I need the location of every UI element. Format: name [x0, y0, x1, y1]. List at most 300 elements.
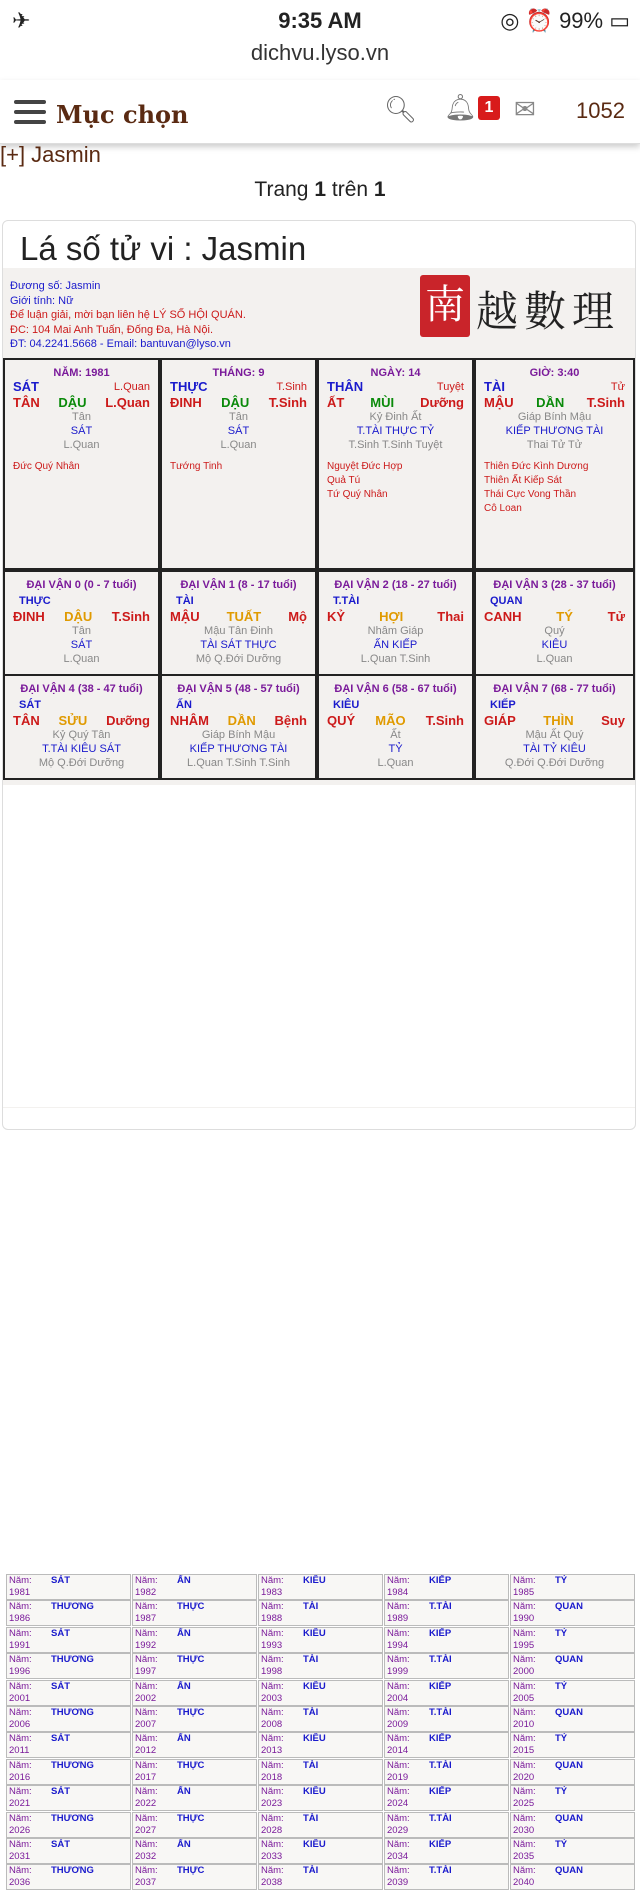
- year-cell[interactable]: [384, 1653, 509, 1679]
- year-label: Năm: 2010: [513, 1707, 536, 1730]
- year-line1: [7, 1733, 130, 1757]
- year-line1: [133, 1681, 256, 1705]
- daivan-stage: Thai: [437, 609, 464, 624]
- pillar-branch: MÙI: [370, 395, 395, 410]
- year-label: Năm: 2005: [513, 1680, 536, 1704]
- daivan-stem: NHÂM: [170, 713, 209, 728]
- year-label: Năm: 2019: [387, 1759, 410, 1783]
- daivan-stage: Tử: [607, 609, 625, 624]
- pillar-god: THÂN: [327, 379, 364, 394]
- daivan-hidden: Kỷ Quý Tân: [52, 729, 111, 741]
- year-god: THỰC: [177, 1812, 205, 1824]
- pillar-branch: DẬU: [221, 395, 250, 410]
- year-god: KIÊU: [303, 1680, 326, 1692]
- year-cell[interactable]: [132, 1653, 257, 1679]
- year-label: Năm: 2004: [387, 1680, 410, 1704]
- year-god: KIÊU: [303, 1786, 326, 1798]
- year-cell[interactable]: [132, 1759, 257, 1785]
- pillar-state: Tử: [610, 381, 625, 393]
- daivan-stem: GIÁP: [484, 713, 516, 728]
- year-line1: [511, 1575, 634, 1599]
- year-label: Năm: 2028: [261, 1812, 284, 1836]
- pillar-state: L.Quan: [113, 381, 150, 393]
- notification-badge[interactable]: 1: [478, 96, 500, 120]
- daivan-hidden: Nhâm Giáp: [367, 625, 424, 637]
- daivan-cell[interactable]: [317, 570, 474, 676]
- year-label: Năm: 1999: [387, 1654, 410, 1678]
- year-god: KIẾP: [429, 1839, 452, 1850]
- year-cell[interactable]: [132, 1812, 257, 1838]
- pillar-cell: [160, 358, 317, 570]
- year-line1: [7, 1601, 130, 1625]
- daivan-hidden: SÁT: [70, 639, 93, 651]
- pillar-note: Thái Cực Vong Thần: [484, 489, 577, 500]
- year-cell[interactable]: [6, 1574, 131, 1600]
- year-cell[interactable]: [510, 1785, 635, 1811]
- year-god: QUAN: [555, 1654, 583, 1666]
- year-god: KIÊU: [303, 1575, 326, 1586]
- year-line1: [7, 1628, 130, 1652]
- year-label: Năm: 1992: [135, 1627, 158, 1651]
- year-god: TÀI: [303, 1654, 319, 1666]
- daivan-main: [476, 610, 633, 624]
- year-cell[interactable]: [258, 1838, 383, 1864]
- daivan-header: ĐẠI VẬN 2 (18 - 27 tuổi): [334, 579, 457, 591]
- page-title: Lá số tử vi : Jasmin: [20, 230, 307, 267]
- pillar-header: NGÀY: 14: [370, 367, 421, 379]
- year-cell[interactable]: [6, 1732, 131, 1758]
- year-line1: [511, 1839, 634, 1863]
- year-cell[interactable]: [384, 1838, 509, 1864]
- daivan-stage: Mộ: [288, 609, 307, 624]
- year-line1: [259, 1760, 382, 1784]
- year-label: Năm: 1994: [387, 1627, 410, 1651]
- daivan-god: T.TÀI: [333, 595, 360, 607]
- year-god: T.TÀI: [429, 1812, 452, 1824]
- seal-stamp: 南: [420, 275, 470, 337]
- year-cell[interactable]: [510, 1838, 635, 1864]
- year-god: THƯƠNG: [51, 1865, 94, 1877]
- seal-text: 越數理: [476, 287, 621, 336]
- year-cell[interactable]: [258, 1759, 383, 1785]
- daivan-branch: TÝ: [556, 609, 573, 624]
- mail-icon[interactable]: ✉: [514, 94, 536, 124]
- status-bar: [0, 0, 640, 40]
- bell-icon[interactable]: 🔔︎: [444, 92, 478, 122]
- year-god: KIÊU: [303, 1627, 326, 1639]
- year-cell[interactable]: [384, 1600, 509, 1626]
- year-cell[interactable]: [384, 1732, 509, 1758]
- pillar-note: Đức Quý Nhân: [13, 461, 80, 472]
- year-line1: [259, 1813, 382, 1837]
- year-label: Năm: 1981: [9, 1575, 32, 1598]
- year-line1: [7, 1813, 130, 1837]
- year-cell[interactable]: [6, 1627, 131, 1653]
- daivan-stage: Suy: [601, 713, 625, 728]
- year-cell[interactable]: [258, 1732, 383, 1758]
- daivan-branch: SỬU: [58, 713, 88, 728]
- daivan-main: [476, 714, 633, 728]
- year-god: ẤN: [177, 1733, 191, 1745]
- year-god: THỰC: [177, 1759, 205, 1771]
- year-god: THƯƠNG: [51, 1654, 94, 1666]
- year-cell[interactable]: [6, 1680, 131, 1706]
- pillar-hidden: Giáp Bính Mậu: [517, 411, 592, 423]
- daivan-hidden: L.Quan: [536, 653, 573, 665]
- year-line1: [385, 1681, 508, 1705]
- year-label: Năm: 1983: [261, 1575, 284, 1598]
- year-line1: [7, 1681, 130, 1705]
- pillar-header: THÁNG: 9: [212, 367, 265, 379]
- year-god: KIẾP: [429, 1733, 452, 1745]
- year-line1: [7, 1575, 130, 1599]
- year-god: THƯƠNG: [51, 1759, 94, 1771]
- daivan-branch: DẦN: [227, 713, 256, 728]
- year-cell[interactable]: [132, 1838, 257, 1864]
- year-label: Năm: 1995: [513, 1627, 536, 1651]
- year-cell[interactable]: [6, 1706, 131, 1732]
- year-god: SÁT: [51, 1786, 70, 1798]
- daivan-stem: MẬU: [170, 609, 200, 624]
- year-label: Năm: 2039: [387, 1865, 410, 1889]
- year-cell[interactable]: [510, 1706, 635, 1732]
- daivan-cell[interactable]: [317, 674, 474, 780]
- pillar-stem: TÂN: [13, 395, 40, 410]
- year-god: TỶ: [555, 1680, 568, 1692]
- daivan-header: ĐẠI VẬN 0 (0 - 7 tuổi): [26, 579, 137, 591]
- year-label: Năm: 2030: [513, 1812, 536, 1836]
- year-cell[interactable]: [510, 1732, 635, 1758]
- year-cell[interactable]: [384, 1812, 509, 1838]
- pillar-stem: ẤT: [327, 395, 345, 410]
- year-label: Năm: 1996: [9, 1654, 32, 1678]
- year-label: Năm: 2009: [387, 1707, 410, 1730]
- year-label: Năm: 2031: [9, 1839, 32, 1862]
- year-label: Năm: 2029: [387, 1812, 410, 1836]
- daivan-stage: T.Sinh: [111, 609, 150, 624]
- daivan-hidden: TÀI TỶ KIÊU: [523, 743, 586, 755]
- daivan-god: KIẾP: [490, 699, 516, 711]
- year-line1: [385, 1813, 508, 1837]
- year-line1: [259, 1707, 382, 1731]
- year-god: SÁT: [51, 1627, 70, 1639]
- year-label: Năm: 2024: [387, 1786, 410, 1810]
- year-god: TÀI: [303, 1601, 319, 1613]
- year-cell[interactable]: [6, 1785, 131, 1811]
- daivan-god: TÀI: [176, 595, 194, 607]
- year-cell[interactable]: [258, 1864, 383, 1890]
- pillar-hidden: Thai Tử Tử: [526, 439, 583, 451]
- pillar-god: THỰC: [170, 379, 208, 394]
- year-label: Năm: 1988: [261, 1601, 284, 1625]
- year-cell[interactable]: [384, 1627, 509, 1653]
- year-cell[interactable]: [510, 1812, 635, 1838]
- year-line1: [385, 1707, 508, 1731]
- year-god: THỰC: [177, 1654, 205, 1666]
- year-god: KIẾP: [429, 1786, 452, 1798]
- year-cell[interactable]: [510, 1653, 635, 1679]
- year-god: TÀI: [303, 1759, 319, 1771]
- year-label: Năm: 2022: [135, 1786, 158, 1810]
- message-count[interactable]: 1052: [576, 98, 625, 123]
- year-cell[interactable]: [384, 1785, 509, 1811]
- year-label: Năm: 2002: [135, 1680, 158, 1704]
- pillar-stem: ĐINH: [170, 395, 202, 410]
- daivan-hidden: KIÊU: [541, 639, 568, 651]
- year-cell[interactable]: [384, 1574, 509, 1600]
- year-cell[interactable]: [132, 1785, 257, 1811]
- pillar-note: Tứ Quý Nhân: [327, 489, 388, 500]
- daivan-main: [319, 610, 472, 624]
- daivan-stage: Dưỡng: [106, 713, 150, 728]
- logo-seal: [420, 275, 620, 335]
- year-line1: [7, 1865, 130, 1889]
- year-label: Năm: 1985: [513, 1575, 536, 1598]
- year-label: Năm: 2012: [135, 1733, 158, 1757]
- owner-info: Đương số: Jasmin Giới tính: Nữ Để luận giải, mời bạn liên hệ LÝ SỐ HỘI QUÁN. ĐC: 104 Mai Anh Tuấn, Đống Đa, Hà Nội. ĐT: 04.2241.5668 - Email: bantuvan@lyso.vn: [10, 280, 246, 350]
- pillar-notes: [476, 452, 633, 516]
- pillar-stage: L.Quan: [105, 395, 150, 410]
- year-line1: [259, 1654, 382, 1678]
- year-cell[interactable]: [384, 1759, 509, 1785]
- pillar-top: [5, 380, 158, 394]
- daivan-god: QUAN: [490, 595, 523, 607]
- year-line1: [385, 1733, 508, 1757]
- daivan-main: [162, 714, 315, 728]
- year-label: Năm: 2027: [135, 1812, 158, 1836]
- year-god: SÁT: [51, 1680, 70, 1692]
- daivan-hidden: L.Quan: [63, 653, 100, 665]
- daivan-main: [162, 610, 315, 624]
- year-line1: [7, 1839, 130, 1863]
- daivan-cell[interactable]: [160, 674, 317, 780]
- year-god: QUAN: [555, 1601, 583, 1613]
- pillar-stage: T.Sinh: [586, 395, 625, 410]
- year-line1: [259, 1628, 382, 1652]
- year-cell[interactable]: [132, 1627, 257, 1653]
- daivan-hidden: Mậu Tân Đinh: [204, 625, 273, 637]
- pillar-note: Thiên Đức Kình Dương: [484, 461, 589, 472]
- pillar-main: [5, 396, 158, 410]
- year-label: Năm: 2000: [513, 1654, 536, 1678]
- daivan-branch: TUẤT: [226, 609, 262, 624]
- year-god: SÁT: [51, 1839, 70, 1850]
- year-cell[interactable]: [6, 1812, 131, 1838]
- menu-label[interactable]: Mục chọn: [56, 100, 189, 129]
- daivan-cell[interactable]: [3, 570, 160, 676]
- year-god: QUAN: [555, 1865, 583, 1877]
- search-icon[interactable]: 🔍︎: [384, 94, 418, 124]
- year-line1: [385, 1628, 508, 1652]
- daivan-hidden: ẤN KIẾP: [373, 639, 418, 651]
- year-label: Năm: 1998: [261, 1654, 284, 1678]
- year-line1: [511, 1813, 634, 1837]
- year-cell[interactable]: [132, 1864, 257, 1890]
- pillar-cell: [474, 358, 635, 570]
- pillar-main: [476, 396, 633, 410]
- year-label: Năm: 2020: [513, 1759, 536, 1783]
- year-line1: [385, 1839, 508, 1863]
- year-line1: [511, 1865, 634, 1889]
- pillar-hidden: T.Sinh T.Sinh Tuyệt: [348, 439, 443, 451]
- year-label: Năm: 1990: [513, 1601, 536, 1625]
- expand-link[interactable]: [+] Jasmin: [0, 142, 101, 167]
- pillar-note: Nguyệt Đức Hợp: [327, 461, 403, 472]
- year-god: TỶ: [555, 1786, 568, 1798]
- year-label: Năm: 2032: [135, 1839, 158, 1862]
- year-cell[interactable]: [6, 1864, 131, 1890]
- year-label: Năm: 1991: [9, 1627, 32, 1651]
- year-god: THỰC: [177, 1601, 205, 1613]
- year-line1: [259, 1681, 382, 1705]
- year-label: Năm: 2015: [513, 1733, 536, 1757]
- year-label: Năm: 1989: [387, 1601, 410, 1625]
- year-cell[interactable]: [132, 1706, 257, 1732]
- daivan-stem: TÂN: [13, 713, 40, 728]
- daivan-hidden: Quý: [544, 625, 565, 637]
- year-label: Năm: 2011: [9, 1733, 32, 1757]
- pillar-top: [162, 380, 315, 394]
- pillar-state: Tuyệt: [436, 381, 464, 393]
- year-cell[interactable]: [510, 1759, 635, 1785]
- year-cell[interactable]: [510, 1600, 635, 1626]
- year-cell[interactable]: [132, 1732, 257, 1758]
- daivan-hidden: Mậu Ất Quý: [525, 729, 584, 741]
- pillar-top: [319, 380, 472, 394]
- year-line1: [133, 1865, 256, 1889]
- pillar-hidden: SÁT: [70, 425, 93, 437]
- url-bar[interactable]: dichvu.lyso.vn: [0, 40, 640, 76]
- pillar-header: NĂM: 1981: [53, 367, 110, 379]
- pagination: Trang 1 trên 1: [254, 178, 386, 201]
- year-line1: [133, 1707, 256, 1731]
- year-god: THƯƠNG: [51, 1601, 94, 1613]
- daivan-stage: Bệnh: [274, 713, 307, 728]
- year-cell[interactable]: [6, 1838, 131, 1864]
- year-line1: [133, 1575, 256, 1599]
- year-cell[interactable]: [510, 1680, 635, 1706]
- pillar-note: Quả Tú: [327, 475, 361, 486]
- year-cell[interactable]: [6, 1759, 131, 1785]
- year-cell[interactable]: [510, 1627, 635, 1653]
- year-line1: [385, 1601, 508, 1625]
- year-label: Năm: 2016: [9, 1759, 32, 1783]
- year-cell[interactable]: [132, 1600, 257, 1626]
- year-cell[interactable]: [6, 1653, 131, 1679]
- daivan-hidden: Mộ Q.Đới Dưỡng: [195, 653, 282, 665]
- daivan-cell[interactable]: [160, 570, 317, 676]
- pillar-header: GIỜ: 3:40: [529, 367, 580, 379]
- year-god: SÁT: [51, 1733, 70, 1745]
- pillar-main: [319, 396, 472, 410]
- daivan-cell[interactable]: [474, 674, 635, 780]
- hamburger-menu-icon[interactable]: [14, 100, 46, 124]
- daivan-hidden: Giáp Bính Mậu: [201, 729, 276, 741]
- year-cell[interactable]: [132, 1574, 257, 1600]
- daivan-header: ĐẠI VẬN 1 (8 - 17 tuổi): [180, 579, 297, 591]
- daivan-cell[interactable]: [474, 570, 635, 676]
- year-cell[interactable]: [258, 1706, 383, 1732]
- year-god: ẤN: [177, 1786, 191, 1798]
- year-god: THỰC: [177, 1865, 205, 1877]
- daivan-stage: T.Sinh: [425, 713, 464, 728]
- daivan-main: [5, 610, 158, 624]
- pillar-hidden: Tân: [229, 411, 248, 423]
- year-cell[interactable]: [132, 1680, 257, 1706]
- daivan-stem: QUÝ: [327, 713, 356, 728]
- year-cell[interactable]: [258, 1680, 383, 1706]
- clock: 9:35 AM: [278, 8, 362, 33]
- year-cell[interactable]: [258, 1600, 383, 1626]
- year-label: Năm: 2033: [261, 1839, 284, 1862]
- year-cell[interactable]: [258, 1574, 383, 1600]
- year-label: Năm: 2026: [9, 1812, 32, 1836]
- pillar-stage: T.Sinh: [268, 395, 307, 410]
- year-god: TỶ: [555, 1733, 568, 1745]
- year-label: Năm: 2006: [9, 1707, 32, 1730]
- year-label: Năm: 1997: [135, 1654, 158, 1678]
- year-line1: [259, 1865, 382, 1889]
- pillar-god: SÁT: [13, 379, 39, 394]
- daivan-god: ẤN: [176, 699, 192, 711]
- year-cell[interactable]: [510, 1574, 635, 1600]
- year-god: ẤN: [177, 1627, 191, 1639]
- year-line1: [511, 1786, 634, 1810]
- year-god: ẤN: [177, 1839, 191, 1850]
- year-cell[interactable]: [258, 1627, 383, 1653]
- year-label: Năm: 2040: [513, 1865, 536, 1889]
- year-label: Năm: 1993: [261, 1627, 284, 1651]
- daivan-branch: HỢI: [379, 609, 404, 624]
- year-god: KIẾP: [429, 1575, 452, 1586]
- year-cell[interactable]: [258, 1812, 383, 1838]
- year-god: TỶ: [555, 1575, 568, 1586]
- year-god: QUAN: [555, 1707, 583, 1718]
- year-cell[interactable]: [384, 1706, 509, 1732]
- daivan-header: ĐẠI VẬN 7 (68 - 77 tuổi): [493, 683, 616, 695]
- daivan-god: KIÊU: [333, 699, 360, 711]
- year-cell[interactable]: [510, 1864, 635, 1890]
- pillar-notes: [319, 452, 472, 502]
- year-line1: [511, 1681, 634, 1705]
- daivan-god: THỰC: [19, 595, 51, 607]
- year-label: Năm: 2007: [135, 1707, 158, 1730]
- year-line1: [133, 1813, 256, 1837]
- year-cell[interactable]: [6, 1600, 131, 1626]
- year-line1: [133, 1654, 256, 1678]
- year-god: KIẾP: [429, 1627, 452, 1639]
- year-god: TÀI: [303, 1707, 319, 1718]
- daivan-stem: KỶ: [327, 609, 346, 624]
- daivan-cell[interactable]: [3, 674, 160, 780]
- daivan-hidden: L.Quan T.Sinh: [360, 653, 431, 665]
- year-cell[interactable]: [258, 1785, 383, 1811]
- year-label: Năm: 2037: [135, 1865, 158, 1889]
- year-line1: [511, 1601, 634, 1625]
- year-label: Năm: 2035: [513, 1839, 536, 1862]
- year-god: QUAN: [555, 1759, 583, 1771]
- year-line1: [133, 1839, 256, 1863]
- year-cell[interactable]: [384, 1864, 509, 1890]
- year-label: Năm: 1982: [135, 1575, 158, 1598]
- year-cell[interactable]: [258, 1653, 383, 1679]
- year-label: Năm: 2017: [135, 1759, 158, 1783]
- year-god: THỰC: [177, 1707, 205, 1718]
- pillar-note: Tướng Tinh: [170, 461, 223, 472]
- year-cell[interactable]: [384, 1680, 509, 1706]
- year-god: T.TÀI: [429, 1601, 452, 1613]
- year-line1: [133, 1733, 256, 1757]
